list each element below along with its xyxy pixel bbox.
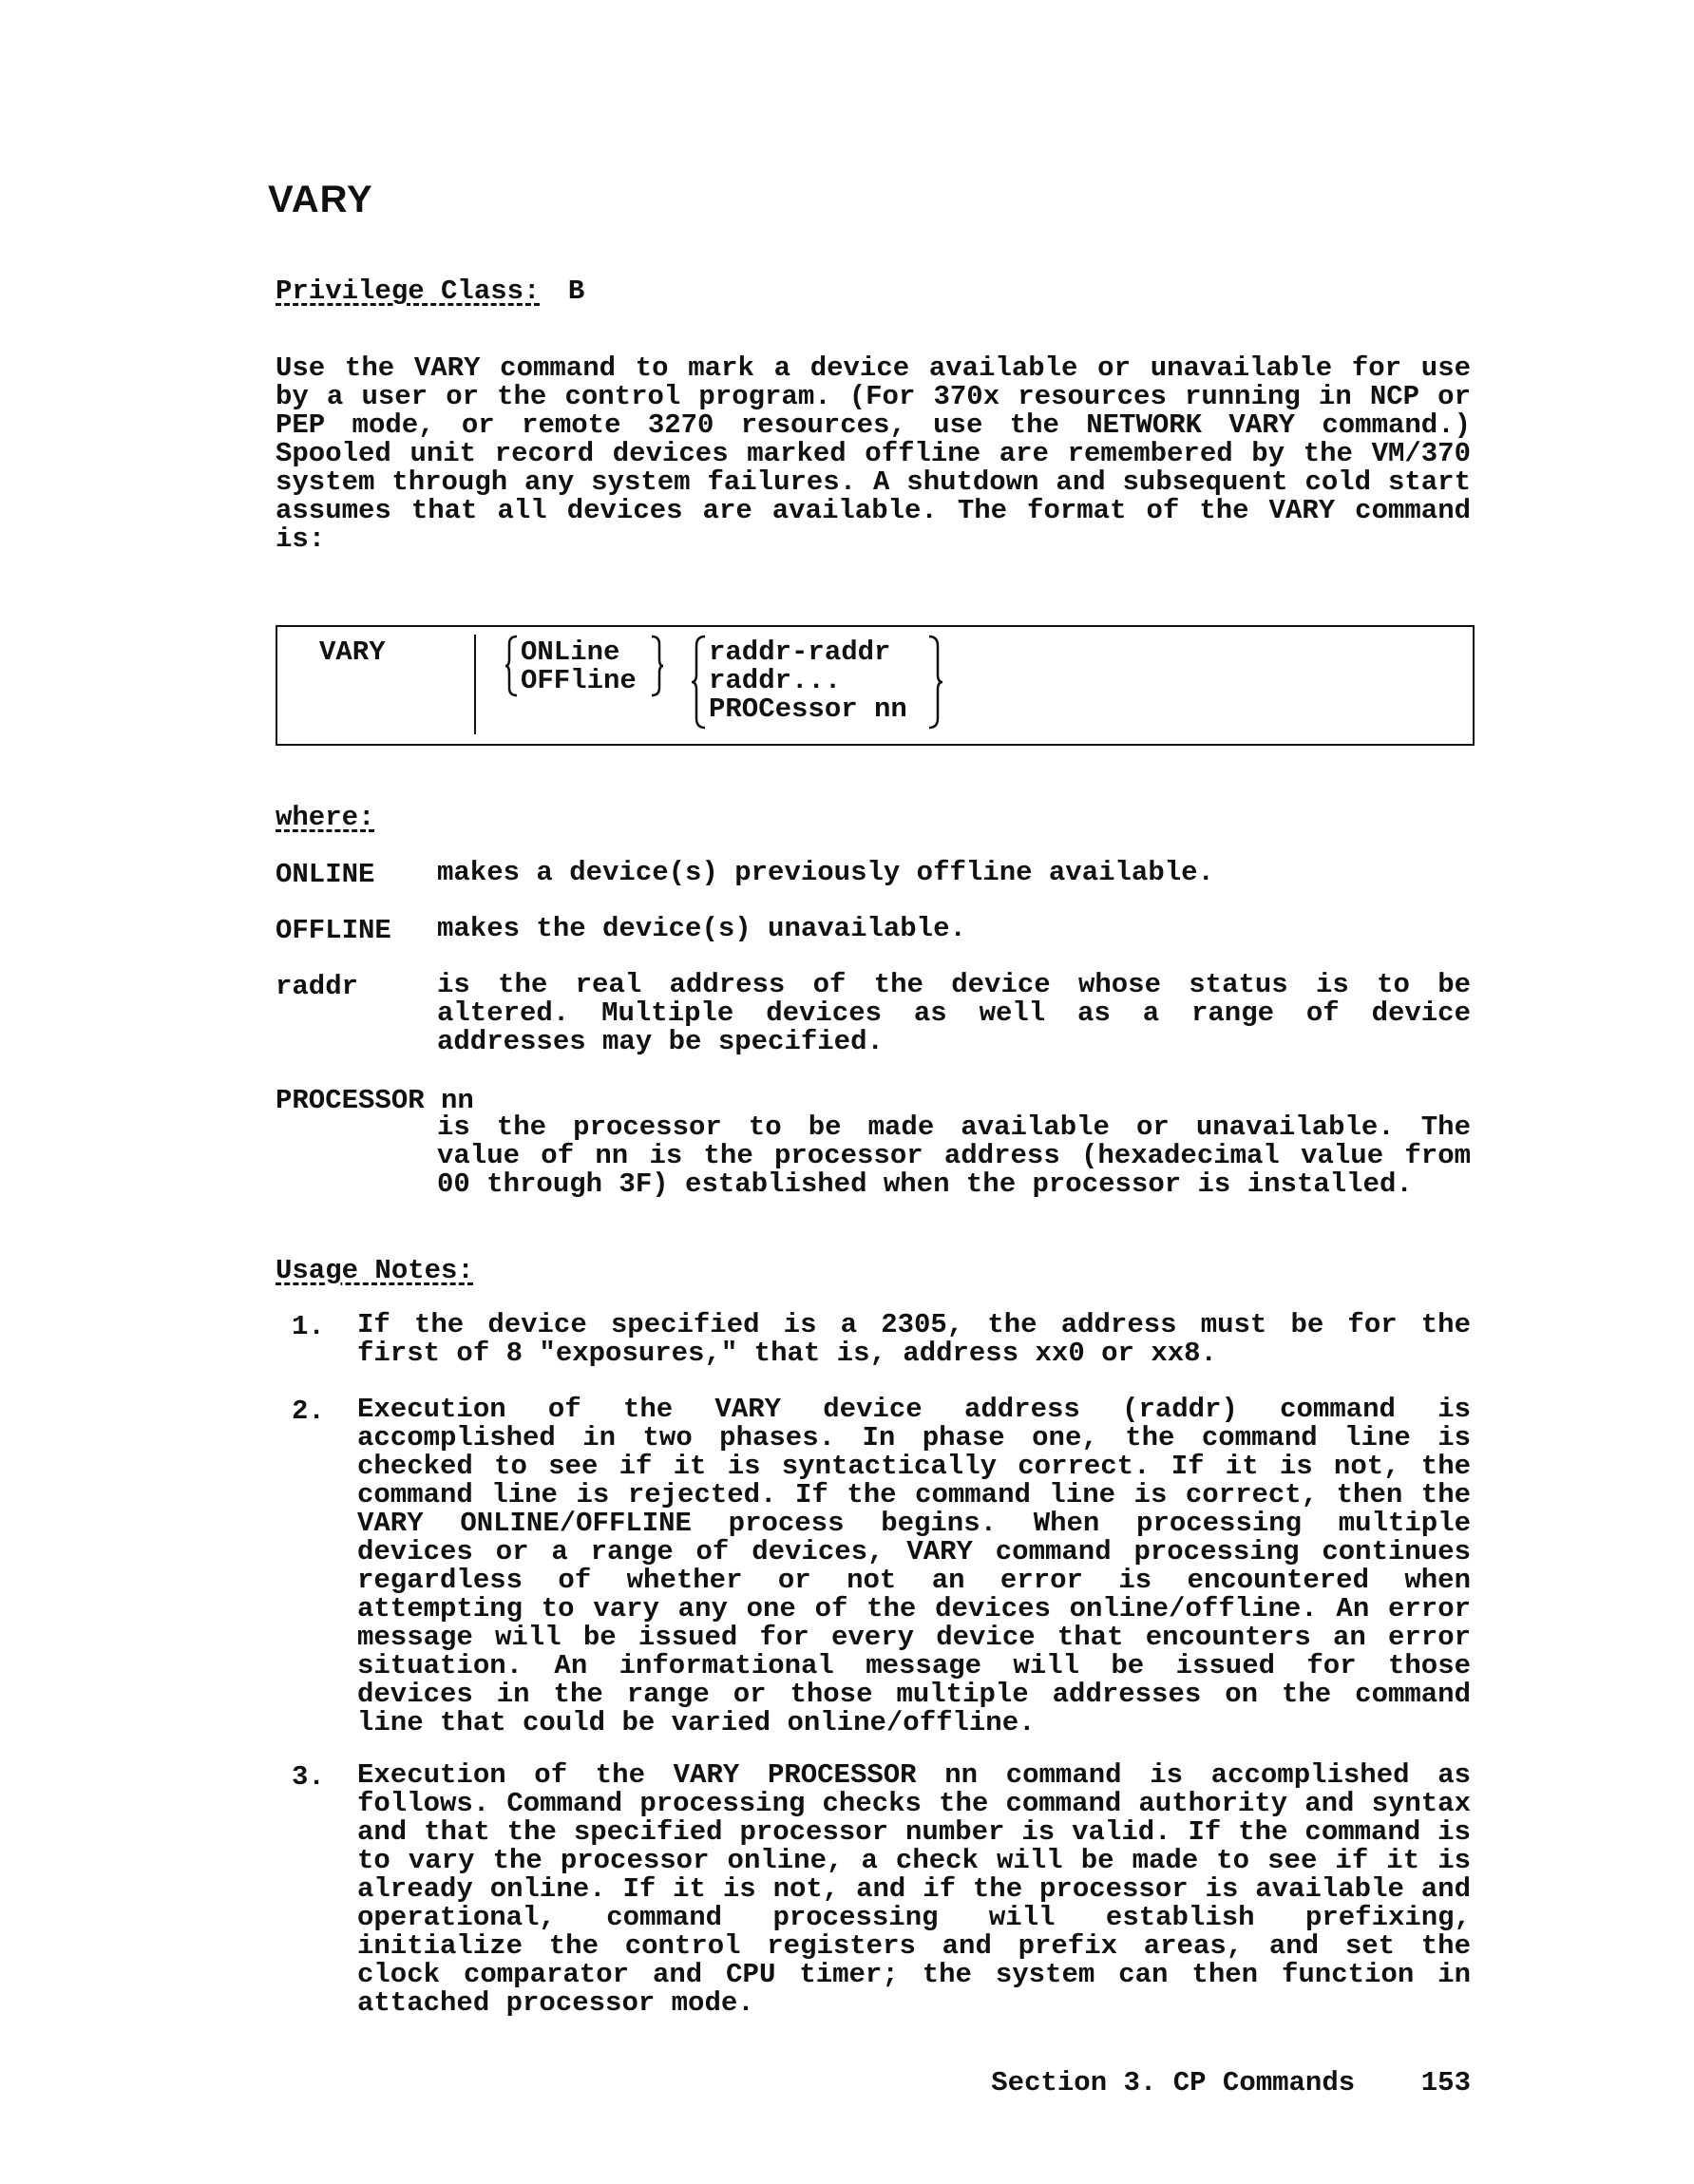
note-number: 1.	[292, 1311, 325, 1342]
term-raddr: raddr	[276, 971, 359, 1002]
note-number: 3.	[292, 1761, 325, 1793]
page-title: VARY	[268, 179, 373, 220]
intro-text: Use the VARY command to mark a device available or unavailable for use by a user or the control program. (For 370x resources running in NCP or PEP mode, or remote 3270 resources, use the NETWORK VARY command.) Spooled unit record devices marked offline are remembered by the VM/370 system through any system failures. A shutdown and subsequent cold start assumes that all devices are available. The format of the VARY command is:	[276, 352, 1471, 555]
def-offline: makes the device(s) unavailable.	[437, 913, 966, 944]
privilege-value: B	[567, 275, 585, 307]
usage-notes-heading: Usage Notes:	[276, 1255, 474, 1286]
privilege-class	[276, 275, 584, 307]
page-number: 153	[1420, 2067, 1471, 2099]
where-heading: where:	[276, 802, 375, 833]
syntax-box	[276, 625, 1475, 746]
syntax-processor: PROCessor nn	[709, 693, 907, 725]
brace-left-2-icon	[692, 635, 707, 730]
page-footer	[991, 2067, 1471, 2099]
term-online: ONLINE	[276, 859, 375, 890]
def-processor: is the processor to be made available or unavailable. The value of nn is the processor address (hexadecimal value from 00 through 3F) established when the processor is installed.	[437, 1111, 1471, 1200]
brace-left-1-icon	[505, 635, 519, 697]
syntax-option-online: ONLine	[521, 636, 620, 668]
syntax-raddr-range: raddr-raddr	[709, 636, 891, 668]
term-offline: OFFLINE	[276, 915, 391, 946]
term-processor: PROCESSOR nn	[276, 1085, 474, 1116]
syntax-divider	[474, 635, 476, 734]
note-text: If the device specified is a 2305, the address must be for the first of 8 "exposures," that is, address xx0 or xx8.	[357, 1309, 1471, 1369]
note-text: Execution of the VARY device address (raddr) command is accomplished in two phases. In phase one, the command line is checked to see if it is syntactically correct. If it is not, the command line is rejected. If the command line is correct, then the VARY ONLINE/OFFLINE process begins. When processing multiple devices or a range of devices, VARY command processing continues regardless of whether or not an error is encountered when attempting to vary any one of the devices online/offline. An error message will be issued for every device that encounters an error situation. An informational message will be issued for those devices in the range or those multiple addresses on the command line that could be varied online/offline.	[357, 1394, 1471, 1738]
brace-right-1-icon	[650, 635, 663, 697]
brace-right-2-icon	[927, 635, 942, 730]
note-text: Execution of the VARY PROCESSOR nn command is accomplished as follows. Command processing checks the command authority and syntax and that the specified processor number is valid. If the command is to vary the processor online, a check will be made to see if it is already online. If it is not, and if the processor is available and operational, command processing will establish prefixing, initialize the control registers and prefix areas, and set the clock comparator and CPU timer; the system can then function in attached processor mode.	[357, 1759, 1471, 2019]
syntax-raddr-list: raddr...	[709, 665, 842, 696]
footer-section: Section 3. CP Commands	[991, 2067, 1356, 2099]
syntax-command: VARY	[319, 636, 386, 668]
note-number: 2.	[292, 1396, 325, 1427]
syntax-option-offline: OFFline	[521, 665, 637, 696]
privilege-label: Privilege Class:	[276, 275, 541, 307]
def-raddr: is the real address of the device whose status is to be altered. Multiple devices as well as a range of device addresses may be specified.	[437, 969, 1471, 1057]
intro-paragraph	[276, 354, 1471, 554]
def-online: makes a device(s) previously offline available.	[437, 857, 1214, 888]
